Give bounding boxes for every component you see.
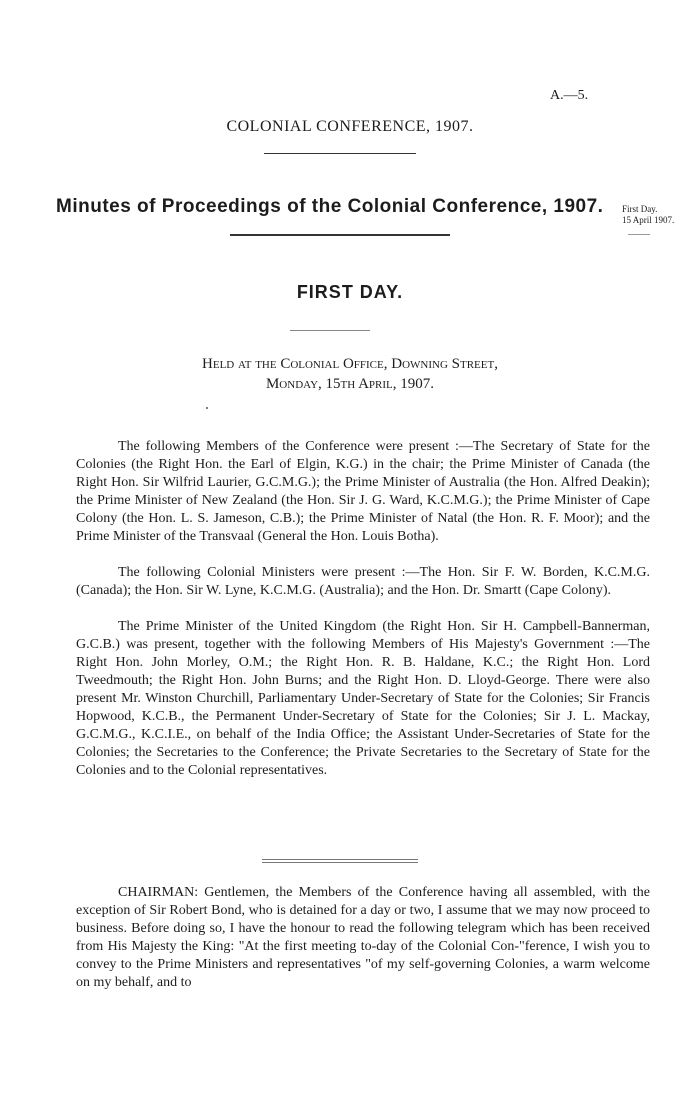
date-line: Monday, 15th April, 1907. [265, 376, 435, 392]
section-divider [262, 859, 418, 860]
paragraph-text: The Prime Minister of the United Kingdom (the Right Hon. Sir H. Campbell-Bannerman, G.C.B.) was present, together with the following Members of His Majesty's Government :—The Right Hon. John Morley, O.M.; the Right Hon. R. B. Haldane, K.C.; the Right Hon. Lord Tweedmouth; the Right Hon. John Burns; and the Right Hon. D. Lloyd-George. There were also present Mr. Winston Churchill, Parliamentary Under-Secretary of State for the Colonies; Sir Francis Hopwood, K.C.B., the Permanent Under-Secretary of State for the Colonies; Sir J. L. Mackay, G.C.M.G., K.C.I.E., on behalf of the India Office; the Assistant Under-Secretaries of State for the Colonies; the Secretaries to the Conference; the Private Secretaries to the Secretary of State for the Colonies and to the Colonial representatives. [76, 619, 650, 778]
location-line: Held at the Colonial Office, Downing Street, [202, 356, 498, 372]
chairman-speech [76, 884, 650, 992]
paragraph-text: CHAIRMAN: Gentlemen, the Members of the Conference having all assembled, with the exception of Sir Robert Bond, who is detained for a day or two, I assume that we may now proceed to business. Before doing so, I have the honour to read the following telegram which has been received from His Majesty the King: "At the first meeting to-day of the Colonial Con-"ference, I wish you to convey to the Prime Ministers and representatives "of my self-governing Colonies, a warm welcome on my behalf, and to [76, 885, 650, 990]
running-header: COLONIAL CONFERENCE, 1907. [226, 118, 474, 135]
margin-note [622, 204, 674, 226]
margin-note-day: First Day. [622, 204, 658, 214]
speck-mark [206, 407, 208, 409]
paragraph-text: The following Colonial Ministers were present :—The Hon. Sir F. W. Borden, K.C.M.G. (Canada); the Hon. Sir W. Lyne, K.C.M.G. (Australia); and the Hon. Dr. Smartt (Cape Colony). [76, 565, 650, 598]
margin-note-date: 15 April 1907. [622, 215, 675, 225]
page-reference: A.—5. [550, 88, 589, 103]
document-title: Minutes of Proceedings of the Colonial Conference, 1907. [56, 196, 604, 217]
header-divider [264, 153, 416, 154]
section-divider-2 [262, 862, 418, 863]
ministers-paragraph [76, 564, 650, 600]
margin-divider [628, 234, 650, 235]
government-paragraph [76, 618, 650, 780]
attendance-paragraph [76, 438, 650, 546]
day-heading: FIRST DAY. [296, 282, 404, 302]
day-divider [290, 330, 370, 331]
title-divider [230, 234, 450, 236]
paragraph-text: The following Members of the Conference were present :—The Secretary of State for the Colonies (the Right Hon. the Earl of Elgin, K.G.) in the chair; the Prime Minister of Canada (the Right Hon. Sir Wilfrid Laurier, G.C.M.G.); the Prime Minister of Australia (the Hon. Alfred Deakin); the Prime Minister of New Zealand (the Hon. Sir J. G. Ward, K.C.M.G.); the Prime Minister of Cape Colony (the Hon. L. S. Jameson, C.B.); the Prime Minister of Natal (the Hon. R. F. Moor); and the Prime Minister of the Transvaal (General the Hon. Louis Botha). [76, 439, 650, 544]
meeting-location [0, 354, 700, 394]
